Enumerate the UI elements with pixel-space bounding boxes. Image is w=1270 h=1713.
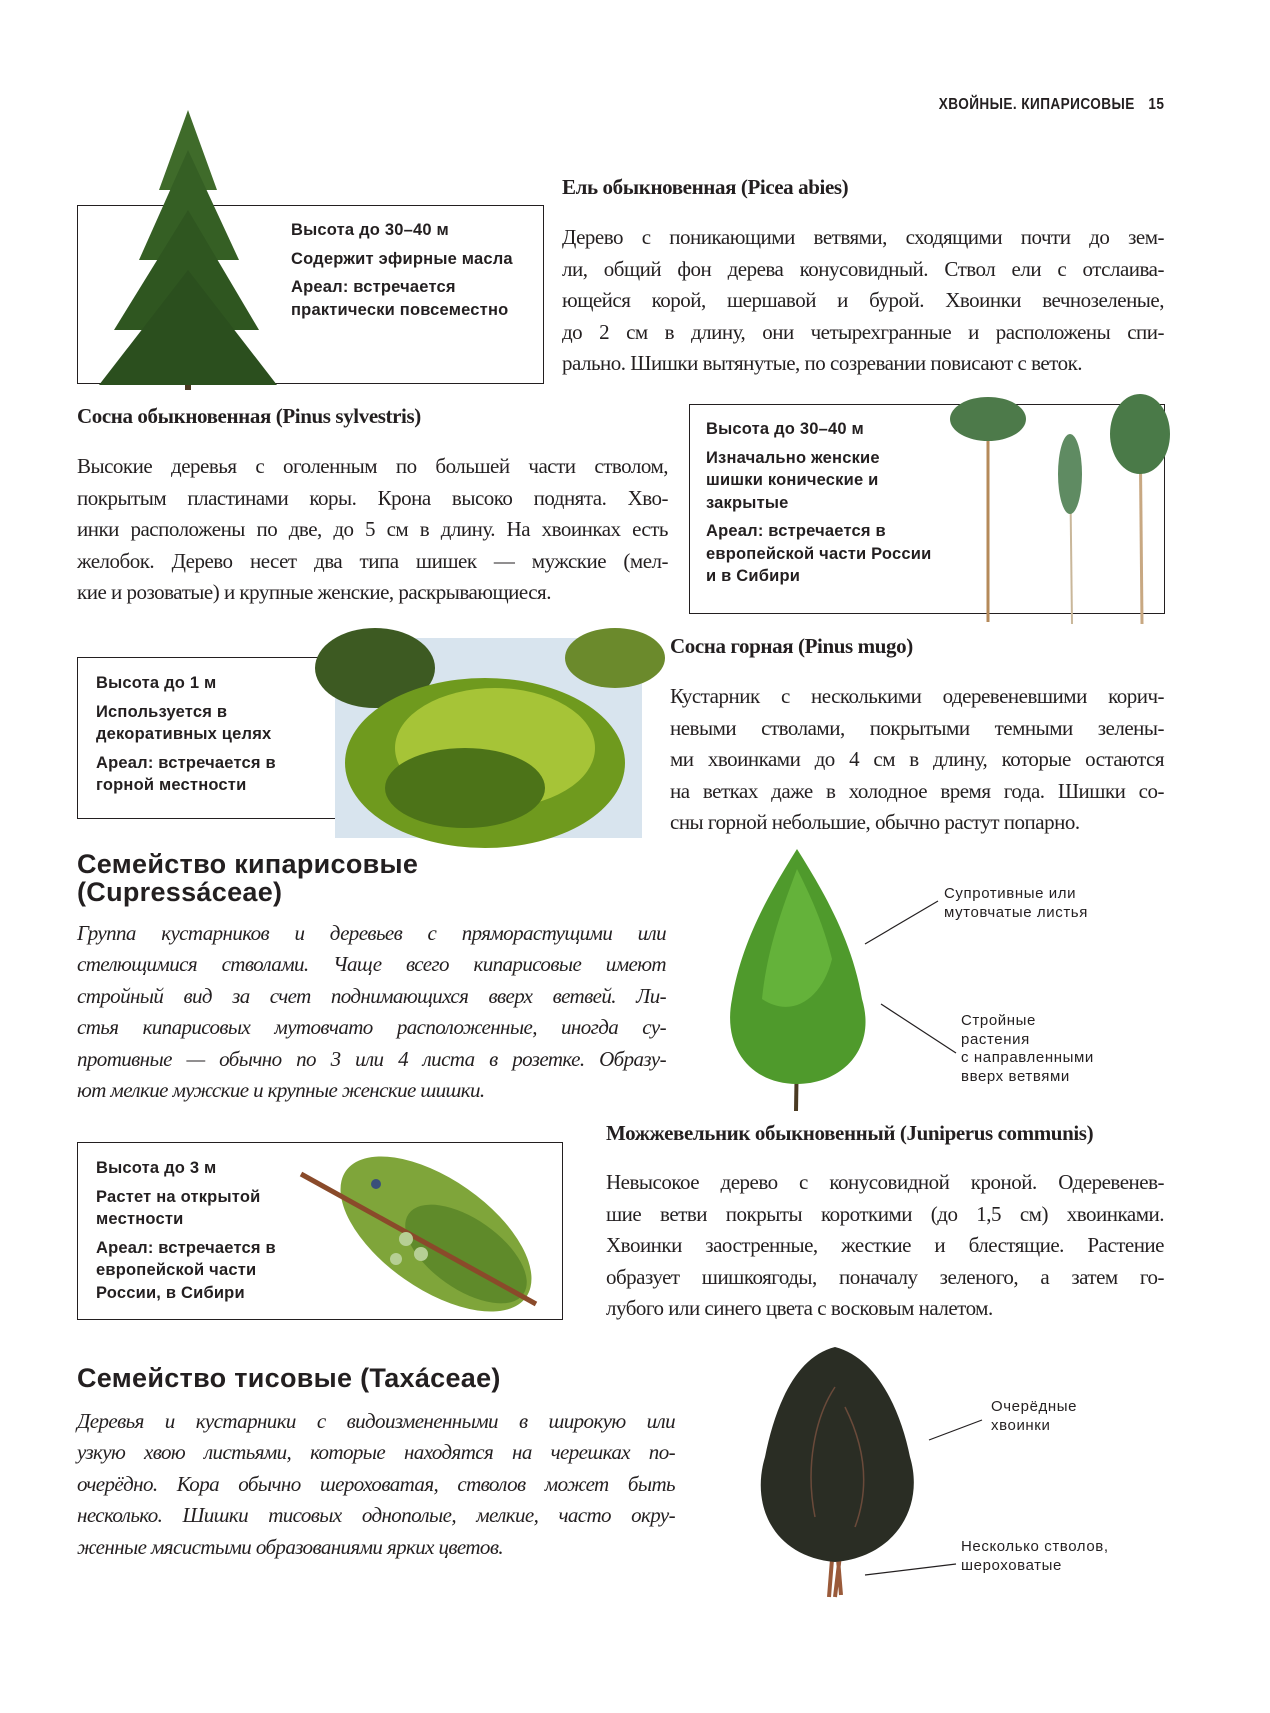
fact-item: Высота до 1 м	[96, 674, 217, 692]
label-line: Супротивные или	[944, 885, 1077, 902]
fact-item: Изначально женские шишки конические и закрытые	[706, 448, 880, 512]
fact-item: Высота до 30–40 м	[706, 420, 864, 438]
text-line: узкую хвою листьями, которые находятся на черешках по-	[77, 1440, 675, 1465]
text-line: покрытым пластинами коры. Крона высоко поднята. Хво-	[77, 485, 668, 510]
taxaceae-description	[77, 1406, 675, 1563]
label-leaves	[944, 885, 1088, 922]
text-line: ли, общий фон дерева конусовидный. Ствол ели с отслаива-	[562, 256, 1164, 281]
spruce-title: Ель обыкновенная (Picea abies)	[562, 175, 849, 199]
yew-image	[745, 1347, 925, 1599]
text-line: стройный вид за счет поднимающихся вверх ветвей. Ли-	[77, 983, 666, 1008]
heading-line: Семейство кипарисовые	[77, 849, 419, 879]
mountain-pine-title: Сосна горная (Pinus mugo)	[670, 634, 913, 658]
fact-item: Высота до 3 м	[96, 1159, 217, 1177]
label-multiple-trunks	[961, 1538, 1109, 1575]
text-line: желобок. Дерево несет два типа шишек — мужские (мел-	[77, 548, 668, 573]
text-line: Деревья и кустарники с видоизмененными в широкую или	[77, 1409, 675, 1433]
fact-item: Ареал: встречается практически повсеместно	[291, 278, 509, 319]
fact-item: Ареал: встречается в европейской части России и в Сибири	[706, 522, 932, 585]
text-line: противные — обычно по 3 или 4 листа в розетке. Образу-	[77, 1046, 666, 1071]
label-slender-shape	[961, 1012, 1094, 1086]
text-line: невыми стволами, покрытыми темными зелены-	[670, 715, 1164, 740]
text-line: сны горной небольшие, обычно растут попарно.	[670, 810, 1080, 835]
text-line: шие ветви покрыты короткими (до 1,5 см) хвоинками.	[606, 1201, 1164, 1226]
label-line: растения	[961, 1030, 1030, 1048]
text-line: стелющимися стволами. Чаще всего кипарисовые имеют	[77, 952, 666, 977]
text-line: ют мелкие мужские и крупные женские шишки.	[77, 1078, 485, 1103]
text-line: рально. Шишки вытянутые, по созревании повисают с веток.	[562, 351, 1083, 376]
juniper-description	[606, 1167, 1164, 1325]
label-line: мутовчатые листья	[944, 903, 1088, 921]
text-line: стья кипарисовых мутовчато расположенные, иногда су-	[77, 1015, 666, 1040]
label-line: Очерёдные	[991, 1398, 1078, 1415]
label-line: хвоинки	[991, 1416, 1051, 1434]
text-line: Хвоинки заостренные, жесткие и блестящие. Растение	[606, 1233, 1164, 1258]
label-line: вверх ветвями	[961, 1067, 1070, 1085]
juniper-image	[296, 1144, 561, 1316]
text-line: Высокие деревья с оголенным по большей части стволом,	[77, 454, 668, 478]
text-line: инки расположены по две, до 5 см в длину. На хвоинках есть	[77, 517, 668, 542]
text-line: Кустарник с несколькими одеревеневшими корич-	[670, 684, 1164, 708]
label-line: шероховатые	[961, 1556, 1062, 1574]
label-alternate-needles	[991, 1398, 1077, 1435]
fact-item: Растет на открытой местности	[96, 1187, 261, 1228]
taxaceae-heading: Семейство тисовые (Taxáceae)	[77, 1363, 501, 1393]
label-line: Несколько стволов,	[961, 1538, 1109, 1555]
text-line: кие и розоватые) и крупные женские, раскрывающиеся.	[77, 580, 551, 605]
fact-item: Содержит эфирные масла	[291, 249, 513, 268]
label-line: с направленными	[961, 1049, 1094, 1066]
page-number: 15	[1148, 96, 1164, 113]
juniper-title: Можжевельник обыкновенный (Juniperus communis)	[606, 1121, 1094, 1145]
juniper-facts	[96, 1157, 306, 1310]
fact-item: Используется в декоративных целях	[96, 702, 272, 743]
text-line: очерёдно. Кора обычно шероховатая, стволов может быть	[77, 1471, 675, 1496]
text-line: Дерево с поникающими ветвями, сходящими почти до зем-	[562, 225, 1164, 249]
label-line: Стройные	[961, 1012, 1036, 1029]
text-line: Невысокое дерево с конусовидной кроной. Одеревенев-	[606, 1170, 1164, 1194]
text-line: ми хвоинками до 4 см в длину, которые остаются	[670, 747, 1164, 772]
section-title: ХВОЙНЫЕ. КИПАРИСОВЫЕ	[938, 96, 1135, 113]
text-line: ющейся корой, шершавой и бурой. Хвоинки вечнозеленые,	[562, 288, 1164, 313]
text-line: Группа кустарников и деревьев с пряморастущими или	[77, 921, 666, 945]
text-line: на ветках даже в холодное время года. Шишки со-	[670, 778, 1164, 803]
text-line: до 2 см в длину, они четырехгранные и расположены спи-	[562, 319, 1164, 344]
fact-item: Ареал: встречается в европейской части России, в Сибири	[96, 1238, 276, 1302]
text-line: лубого или синего цвета с восковым налетом.	[606, 1296, 993, 1321]
fact-item: Ареал: встречается в горной местности	[96, 753, 276, 794]
text-line: образует шишкоягоды, поначалу зеленого, а затем го-	[606, 1264, 1164, 1289]
fact-item: Высота до 30–40 м	[291, 221, 449, 239]
heading-line: (Cupressáceae)	[77, 877, 283, 907]
text-line: несколько. Шишки тисовых однополые, мелкие, часто окру-	[77, 1503, 675, 1528]
scots-pine-title: Сосна обыкновенная (Pinus sylvestris)	[77, 404, 421, 428]
text-line: женные мясистыми образованиями ярких цветов.	[77, 1534, 504, 1559]
